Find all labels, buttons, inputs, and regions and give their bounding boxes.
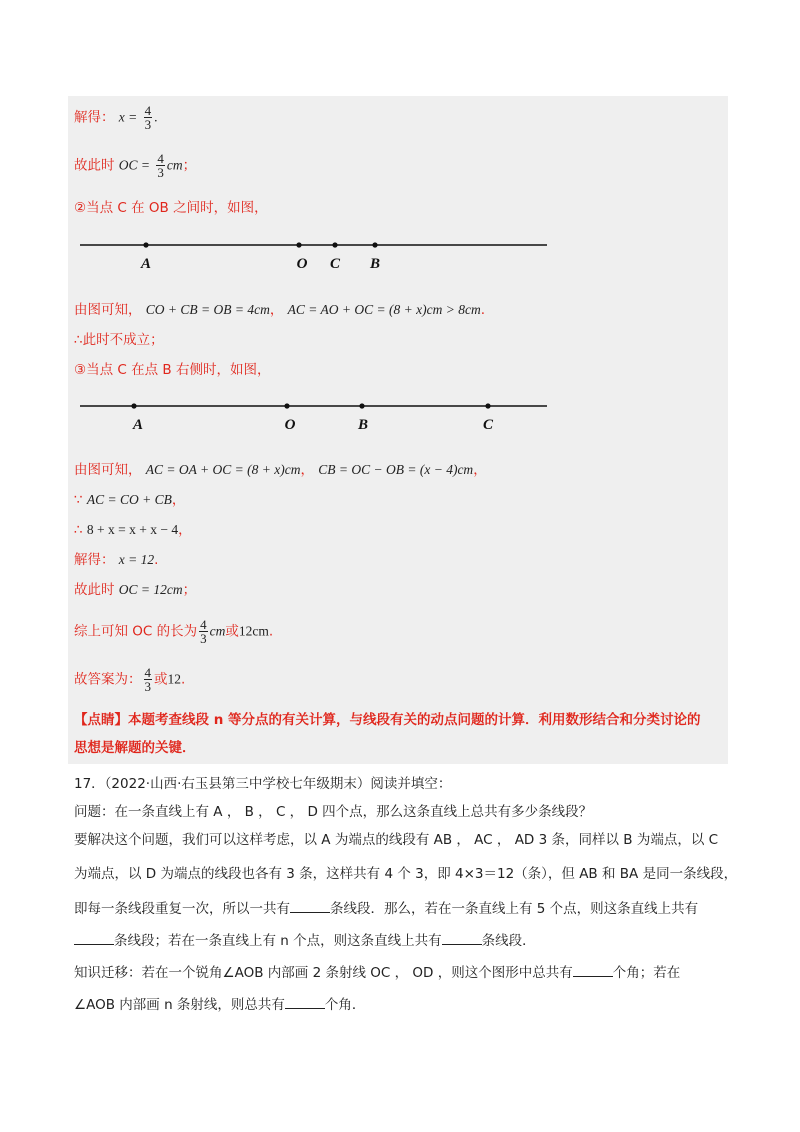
fraction: $\frac{4}{3}$: [144, 665, 151, 694]
point-label: O: [296, 256, 308, 272]
answer-blank[interactable]: [442, 930, 482, 945]
answer-blank[interactable]: [285, 994, 325, 1009]
point-o: [296, 242, 301, 247]
solution-line-case2-calc: 由图可知， CO + CB = OB = 4cm， AC = AO + OC = (8 + x)cm > 8cm.: [74, 302, 485, 318]
label-solve: 解得：: [74, 109, 115, 126]
solution-line-therefore: ∴ 8 + x = x + x − 4，: [74, 522, 192, 538]
case2-heading: ②当点 C 在 OB 之间时，如图，: [74, 200, 268, 216]
solution-line-summary: 综上可知 OC 的长为 $\frac{4}{3}$ cm或12cm.: [74, 617, 274, 646]
question-para-1: 要解决这个问题，我们可以这样考虑，以 A 为端点的线段有 AB ， AC ， AD 3 条，同样以 B 为端点，以 C: [74, 832, 719, 848]
question-header: 17．（2022·山西·右玉县第三中学校七年级期末）阅读并填空：: [74, 776, 452, 792]
answer-blank[interactable]: [290, 898, 330, 913]
solution-line-x: 解得： x = $\frac{4}{3}$ .: [74, 103, 158, 132]
point-label: C: [482, 417, 494, 433]
point-label: A: [140, 256, 152, 272]
solution-line-oc: 故此时 OC = $\frac{4}{3}$ cm；: [74, 151, 197, 180]
solution-line-x12: 解得： x = 12.: [74, 552, 159, 568]
point-label: A: [132, 417, 144, 433]
point-label: B: [369, 256, 381, 272]
answer-blank[interactable]: [74, 930, 114, 945]
question-transfer-2: ∠AOB 内部画 n 条射线，则总共有 个角．: [74, 994, 365, 1015]
number-line-case3: [80, 395, 550, 435]
answer-blank[interactable]: [573, 962, 613, 977]
fraction: $\frac{4}{3}$: [144, 103, 152, 132]
point-label: C: [329, 256, 341, 272]
case3-heading: ③当点 C 在点 B 右侧时，如图，: [74, 362, 271, 378]
point-c: [332, 242, 337, 247]
point-c: [485, 403, 490, 408]
solution-line-oc12: 故此时 OC = 12cm；: [74, 582, 197, 598]
point-b: [372, 242, 377, 247]
comment-line-2: 思想是解题的关键．: [74, 740, 196, 756]
point-o: [284, 403, 289, 408]
solution-line-because: ∵ AC = CO + CB，: [74, 492, 186, 508]
question-transfer-1: 知识迁移：若在一个锐角∠AOB 内部画 2 条射线 OC ， OD ，则这个图形中总共有 个角；若在: [74, 962, 680, 983]
equation: x =: [118, 109, 138, 125]
point-a: [143, 242, 148, 247]
number-line-case2: [80, 234, 550, 274]
solution-line-answer: 故答案为： $\frac{4}{3}$ 或12.: [74, 665, 186, 694]
question-para-2: 为端点，以 D 为端点的线段也各有 3 条，这样共有 4 个 3，即 4×3＝12（条），但 AB 和 BA 是同一条线段，: [74, 866, 738, 882]
solution-line-case3-calc: 由图可知， AC = OA + OC = (8 + x)cm， CB = OC − OB = (x − 4)cm，: [74, 462, 487, 478]
point-a: [131, 403, 136, 408]
solution-line-not-valid: ∴此时不成立；: [74, 332, 164, 348]
fraction: $\frac{4}{3}$: [157, 151, 164, 180]
point-label: B: [357, 417, 369, 433]
point-b: [359, 403, 364, 408]
question-para-3: 即每一条线段重复一次，所以一共有 条线段．那么，若在一条直线上有 5 个点，则这条直线上共有: [74, 898, 698, 919]
fraction: $\frac{4}{3}$: [200, 617, 207, 646]
point-label: O: [284, 417, 296, 433]
question-problem: 问题：在一条直线上有 A ， B ， C ， D 四个点，那么这条直线上总共有多少条线段？: [74, 804, 593, 820]
comment-line-1: 【点睛】本题考查线段 n 等分点的有关计算，与线段有关的动点问题的计算．利用数形结合和分类讨论的: [74, 712, 701, 728]
question-para-4: 条线段；若在一条直线上有 n 个点，则这条直线上共有 条线段．: [74, 930, 536, 951]
